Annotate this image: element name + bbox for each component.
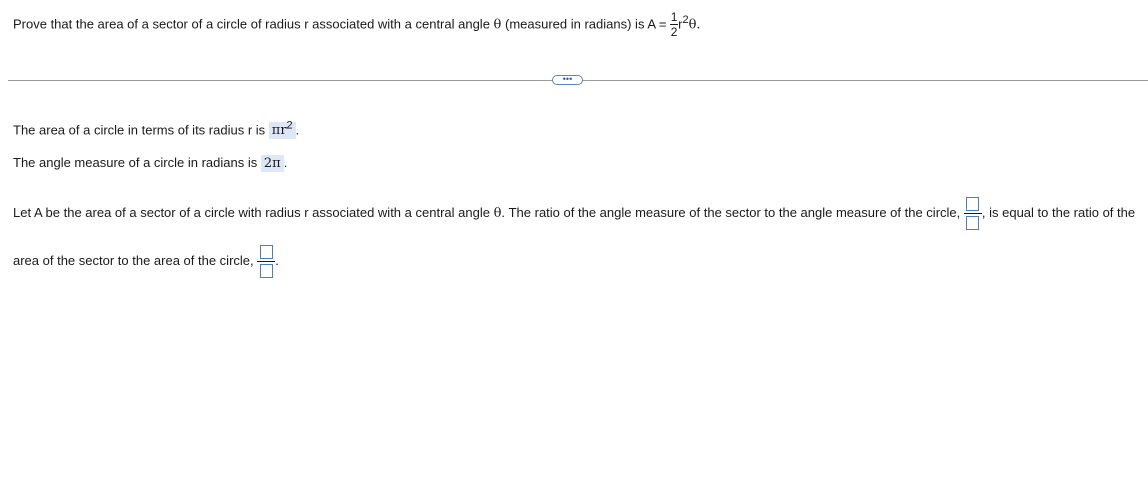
step3-text-b: . The ratio of the angle measure of the sector to the angle measure of the circle, <box>501 205 961 220</box>
step3-text-a: Let A be the area of a sector of a circle with radius r associated with a central angle <box>13 205 490 220</box>
fraction-numerator: 1 <box>670 10 678 25</box>
step-circle-angle <box>13 152 287 175</box>
step-ratio-line2 <box>13 237 279 285</box>
fraction-denominator: 2 <box>670 25 678 40</box>
answer-base: πr <box>271 123 287 139</box>
question-prompt <box>13 6 701 40</box>
fraction-bar <box>257 261 275 262</box>
step3-text-e: . <box>275 253 279 268</box>
area-ratio-fraction-input <box>257 245 275 278</box>
angle-ratio-numerator-input[interactable] <box>966 197 979 211</box>
one-half-fraction <box>670 11 678 38</box>
area-ratio-numerator-input[interactable] <box>260 245 273 259</box>
fraction-bar <box>964 213 982 214</box>
theta-symbol-step3: θ <box>493 206 502 221</box>
area-ratio-denominator-input[interactable] <box>260 264 273 278</box>
step-circle-area <box>13 114 299 143</box>
theta-symbol: θ <box>493 17 502 33</box>
angle-ratio-denominator-input[interactable] <box>966 216 979 230</box>
exponent: 2 <box>682 14 689 26</box>
theta-end: θ. <box>688 17 701 33</box>
step1-text: The area of a circle in terms of its radius r is <box>13 122 266 138</box>
prompt-prefix: Prove that the area of a sector of a circle of radius r associated with a central angle <box>13 16 490 32</box>
angle-ratio-fraction-input <box>964 197 982 230</box>
step3-text-d: area of the sector to the area of the circle, <box>13 253 254 268</box>
step2-text: The angle measure of a circle in radians is <box>13 155 258 170</box>
radius-variable: r <box>678 16 683 32</box>
answer-exponent: 2 <box>286 120 293 132</box>
step1-period: . <box>295 122 300 138</box>
circle-area-answer <box>269 122 296 139</box>
show-more-button[interactable]: ••• <box>552 75 583 85</box>
step2-period: . <box>283 155 288 170</box>
circle-angle-answer: 2π <box>261 155 284 172</box>
prompt-middle: (measured in radians) is A = <box>505 16 667 32</box>
step-ratio-line1 <box>13 190 1135 236</box>
step3-text-c: , is equal to the ratio of the <box>981 205 1136 220</box>
